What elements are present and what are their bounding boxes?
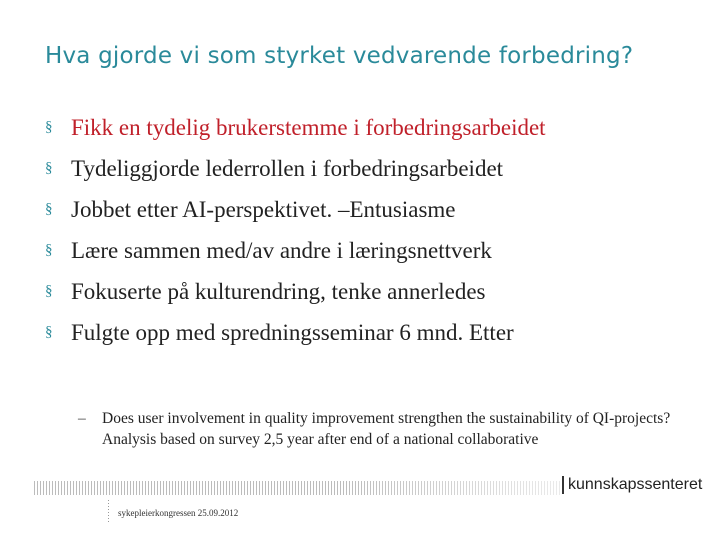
bullet-item [45, 276, 695, 307]
sub-bullet-text: Does user involvement in quality improvement strengthen the sustainability of QI-projects? Analysis based on survey 2,5 year after end of a national collaborative [102, 410, 671, 448]
footer-divider [108, 500, 109, 522]
logo-text: kunnskapssenteret [568, 476, 703, 493]
bullet-marker: § [45, 324, 53, 340]
bullet-text: Fulgte opp med spredningsseminar 6 mnd. Etter [71, 320, 514, 345]
bullet-list [45, 112, 695, 358]
footer-decorative-band [34, 481, 562, 495]
bullet-item [45, 112, 695, 143]
bullet-text: Fikk en tydelig brukerstemme i forbedringsarbeidet [71, 115, 546, 140]
brand-logo [562, 476, 702, 494]
bullet-text: Tydeliggjorde lederrollen i forbedringsarbeidet [71, 156, 504, 181]
bullet-text: Lære sammen med/av andre i læringsnettverk [71, 238, 492, 263]
bullet-text: Fokuserte på kulturendring, tenke annerledes [71, 279, 486, 304]
sub-bullet-dash: – [78, 410, 86, 427]
slide-title: Hva gjorde vi som styrket vedvarende forbedring? [45, 43, 634, 69]
bullet-marker: § [45, 201, 53, 217]
logo-bar-icon [562, 476, 564, 494]
bullet-item [45, 235, 695, 266]
bullet-marker: § [45, 242, 53, 258]
footer-text: sykepleierkongressen 25.09.2012 [118, 508, 239, 518]
bullet-item [45, 153, 695, 184]
bullet-item [45, 317, 695, 348]
bullet-text: Jobbet etter AI-perspektivet. –Entusiasme [71, 197, 456, 222]
bullet-marker: § [45, 160, 53, 176]
bullet-marker: § [45, 119, 53, 135]
bullet-item [45, 194, 695, 225]
sub-bullet [78, 408, 702, 450]
bullet-marker: § [45, 283, 53, 299]
